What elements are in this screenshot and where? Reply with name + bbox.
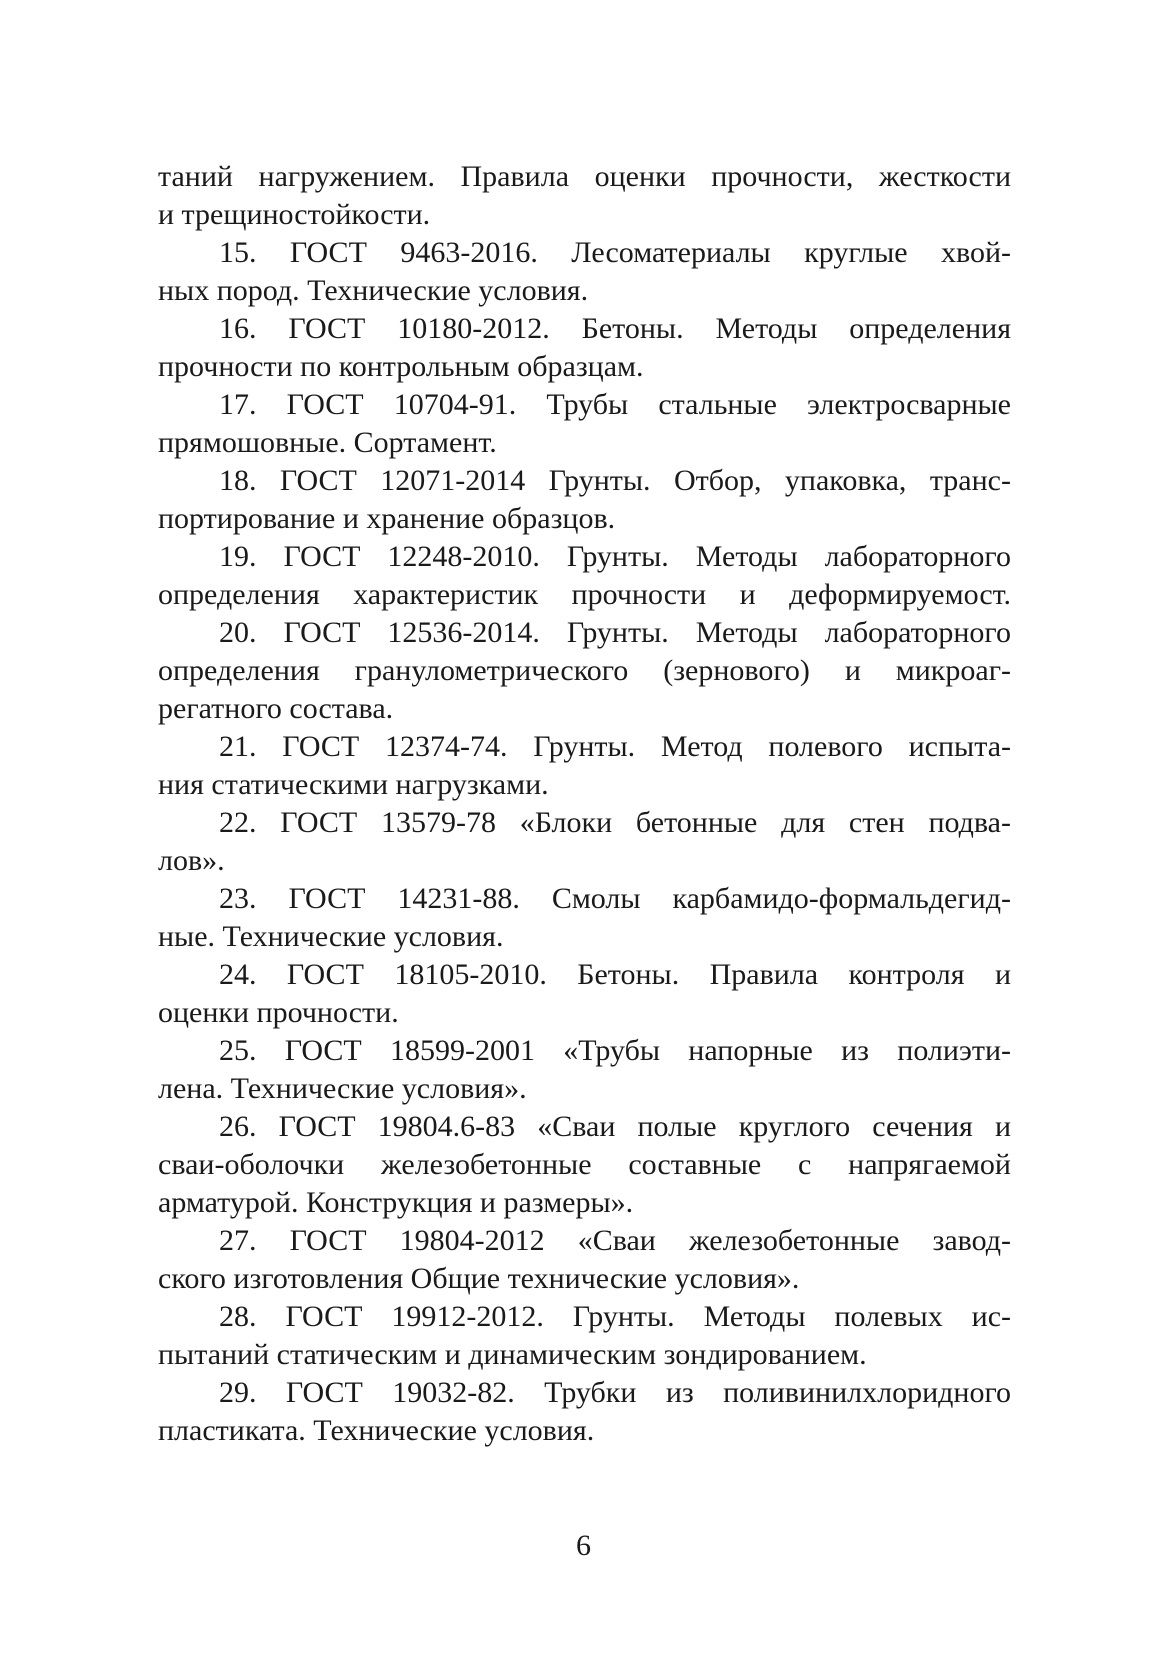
text-line-27: сваи-оболочки железобетонные составные с напрягаемой (158, 1148, 1011, 1181)
reference-item-25: 25. ГОСТ 18599-2001 «Трубы напорные из полиэти- (219, 1034, 1011, 1067)
text-line-17: ния статическими нагрузками. (158, 768, 549, 801)
reference-item-29: 29. ГОСТ 19032-82. Трубки из поливинилхлоридного (219, 1376, 1011, 1409)
text-line-6: прочности по контрольным образцам. (158, 350, 644, 383)
reference-item-28: 28. ГОСТ 19912-2012. Грунты. Методы полевых ис- (219, 1300, 1011, 1333)
text-line-32: пытаний статическим и динамическим зондированием. (158, 1338, 867, 1371)
text-line-12: определения характеристик прочности и деформируемост. (158, 578, 1011, 611)
text-line-2: и трещиностойкости. (158, 198, 431, 231)
text-line-19: лов». (158, 844, 225, 877)
page-number: 6 (576, 1529, 591, 1562)
reference-item-17: 17. ГОСТ 10704-91. Трубы стальные электросварные (219, 388, 1011, 421)
reference-item-21: 21. ГОСТ 12374-74. Грунты. Метод полевого испыта- (219, 730, 1011, 763)
text-line-30: ского изготовления Общие технические условия». (158, 1262, 800, 1295)
reference-item-24: 24. ГОСТ 18105-2010. Бетоны. Правила контроля и (219, 958, 1011, 991)
text-line-28: арматурой. Конструкция и размеры». (158, 1186, 634, 1219)
text-line-25: лена. Технические условия». (158, 1072, 527, 1105)
text-line-14: определения гранулометрического (зернового) и микроаг- (158, 654, 1011, 687)
reference-item-19: 19. ГОСТ 12248-2010. Грунты. Методы лабораторного (219, 540, 1011, 573)
reference-item-16: 16. ГОСТ 10180-2012. Бетоны. Методы определения (219, 312, 1011, 345)
reference-item-26: 26. ГОСТ 19804.6-83 «Сваи полые круглого сечения и (219, 1110, 1011, 1143)
reference-item-22: 22. ГОСТ 13579-78 «Блоки бетонные для стен подва- (219, 806, 1011, 839)
reference-item-23: 23. ГОСТ 14231-88. Смолы карбамидо-формальдегид- (219, 882, 1011, 915)
text-line-21: ные. Технические условия. (158, 920, 504, 953)
text-line-8: прямошовные. Сортамент. (158, 426, 497, 459)
document-body (158, 158, 1011, 1450)
reference-item-20: 20. ГОСТ 12536-2014. Грунты. Методы лабораторного (219, 616, 1011, 649)
text-line-1: таний нагружением. Правила оценки прочности, жесткости (158, 160, 1011, 193)
text-line-23: оценки прочности. (158, 996, 399, 1029)
reference-item-15: 15. ГОСТ 9463-2016. Лесоматериалы круглые хвой- (219, 236, 1011, 269)
text-line-4: ных пород. Технические условия. (158, 274, 589, 307)
reference-item-27: 27. ГОСТ 19804-2012 «Сваи железобетонные завод- (219, 1224, 1011, 1257)
text-line-34: пластиката. Технические условия. (158, 1414, 595, 1447)
reference-item-18: 18. ГОСТ 12071-2014 Грунты. Отбор, упаковка, транс- (219, 464, 1011, 497)
text-line-15: регатного состава. (158, 692, 394, 725)
text-line-10: портирование и хранение образцов. (158, 502, 616, 535)
